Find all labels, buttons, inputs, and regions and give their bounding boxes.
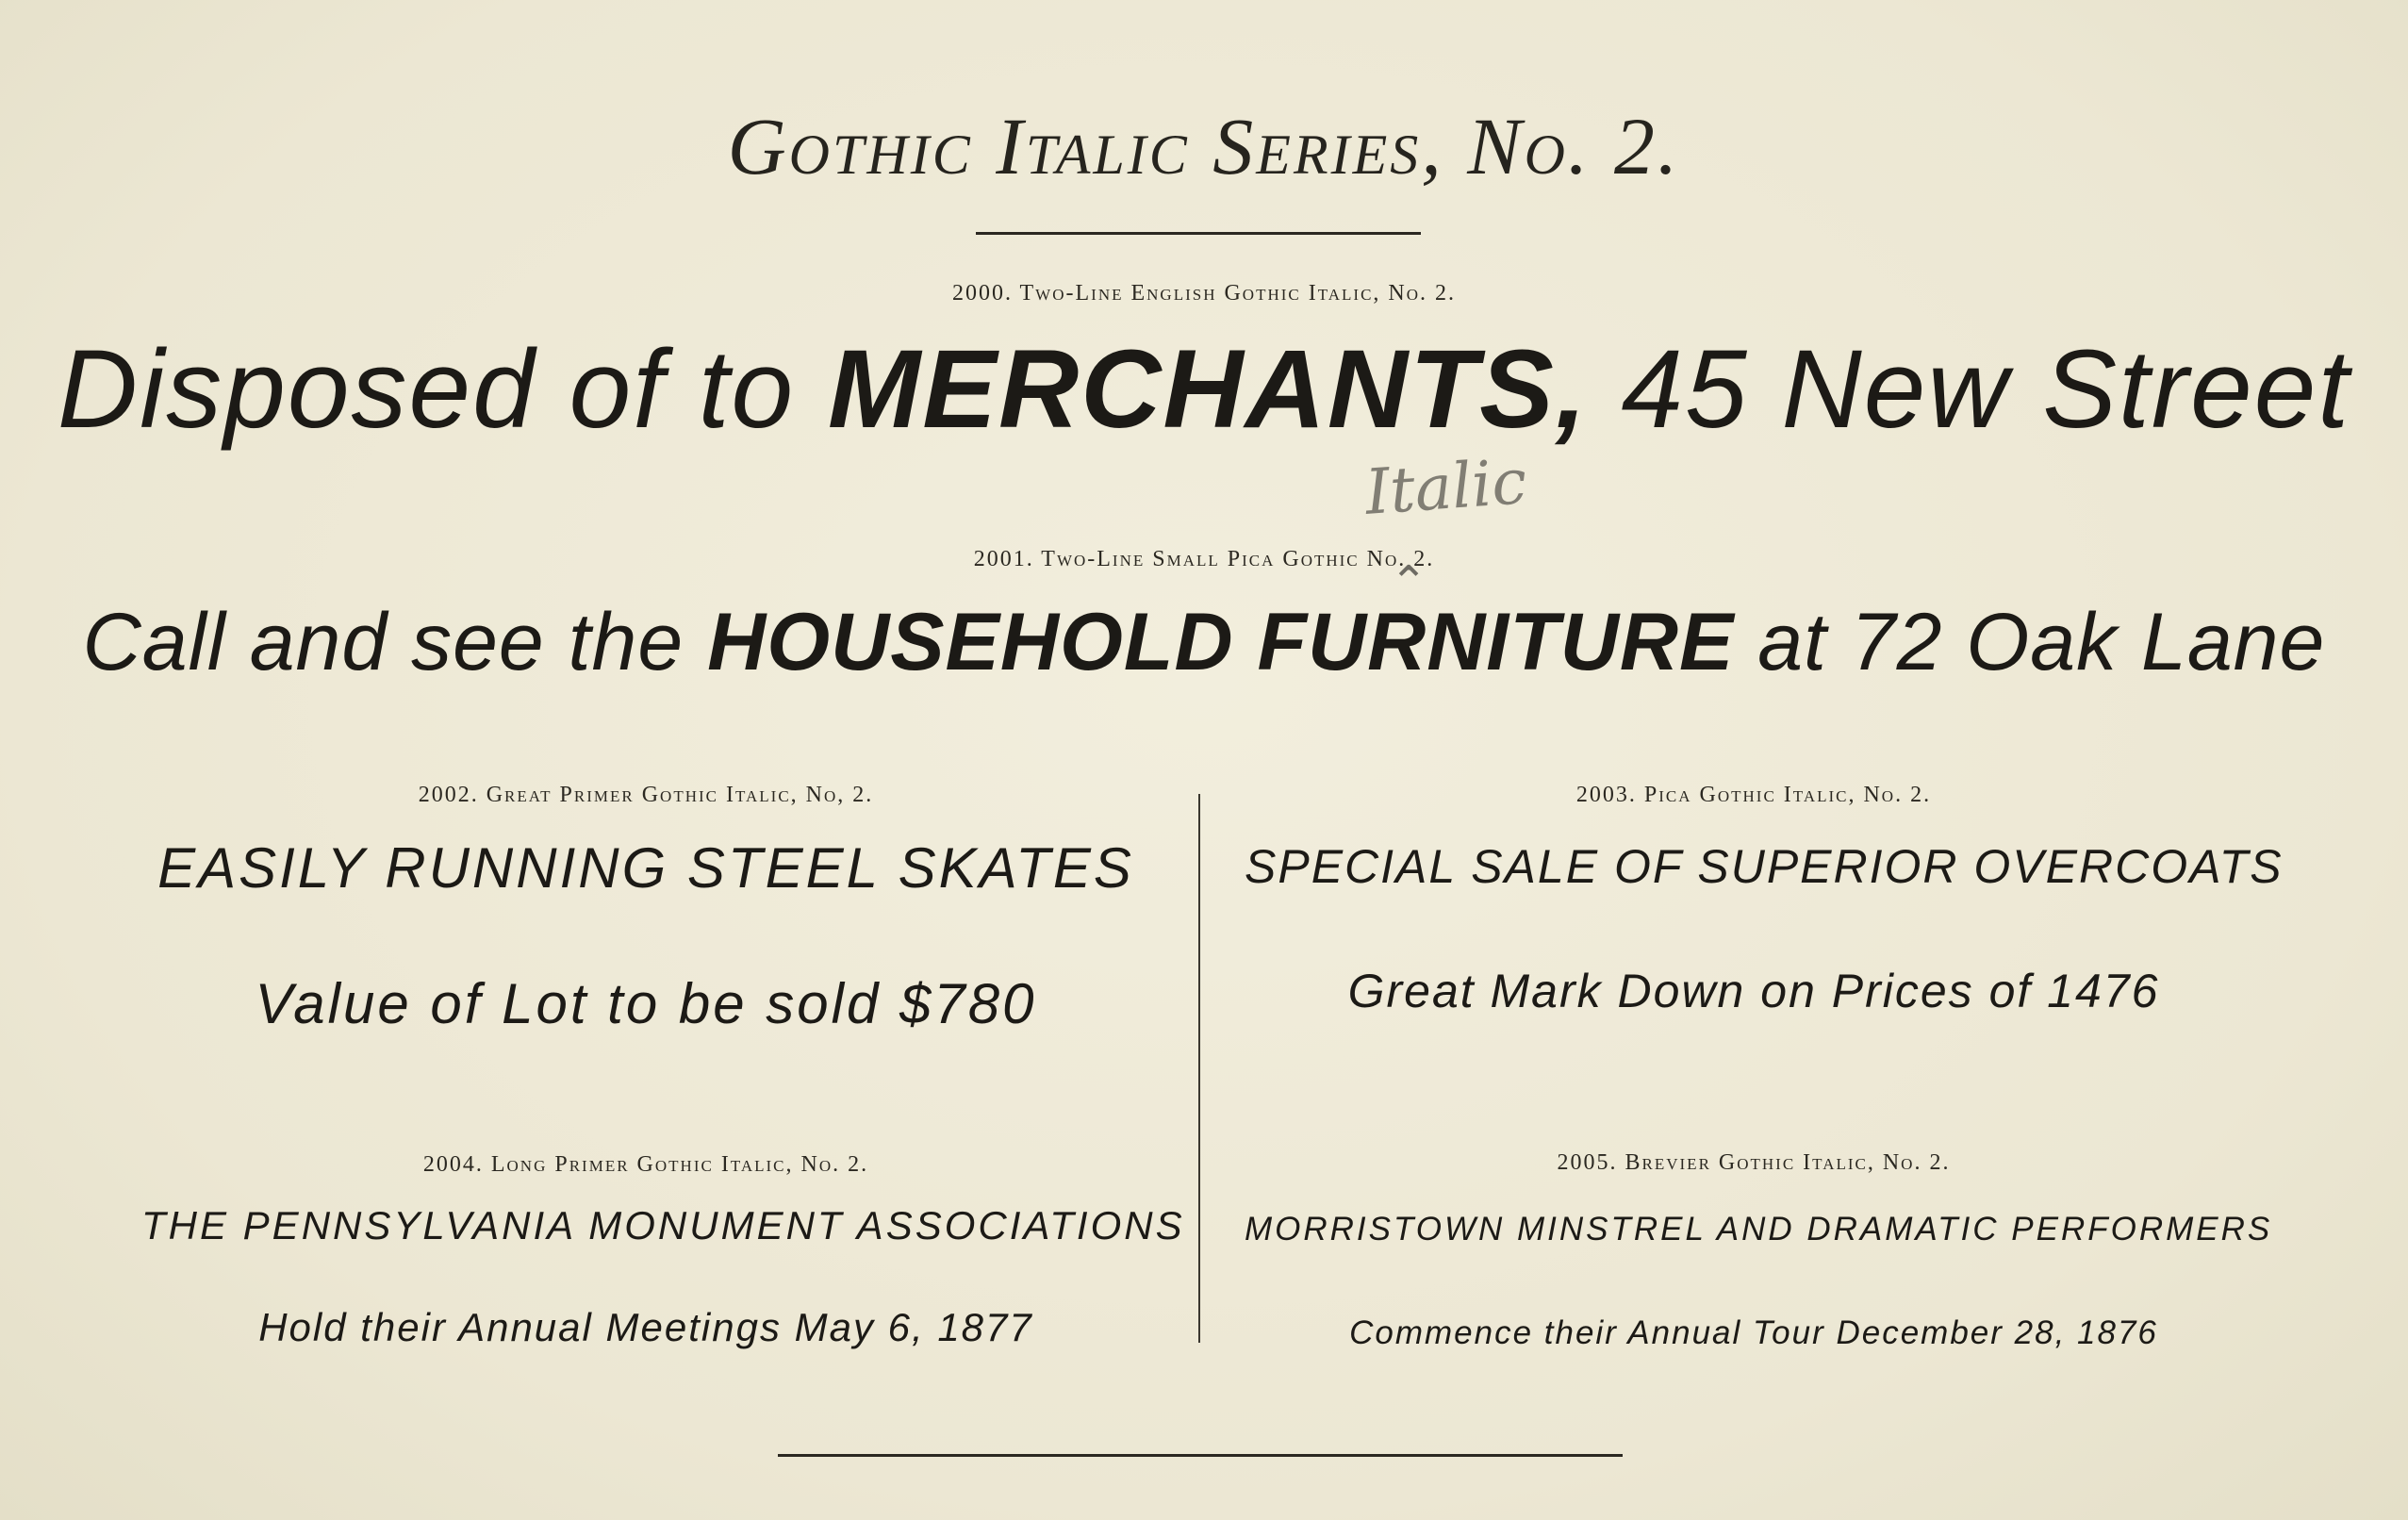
column-divider — [1198, 794, 1200, 1343]
specimen-2005-caption: 2005. Brevier Gothic Italic, No. 2. — [1557, 1150, 1951, 1175]
title-rule — [976, 232, 1421, 235]
specimen-2004-caption: 2004. Long Primer Gothic Italic, No. 2. — [422, 1152, 869, 1177]
specimen-2000-text-a: Disposed of to — [57, 327, 796, 452]
specimen-2000-sample — [0, 325, 2408, 454]
handwritten-annotation: Italic — [1362, 445, 1529, 529]
specimen-2001-caption: 2001. Two-Line Small Pica Gothic No. 2. — [973, 547, 1435, 571]
specimen-2004-line2: Hold their Annual Meetings May 6, 1877 — [258, 1305, 1033, 1349]
bottom-rule — [778, 1454, 1623, 1457]
specimen-2000-text-c: 45 New Street — [1621, 327, 2351, 452]
specimen-2001-text-a: Call and see the — [82, 597, 684, 687]
specimen-2004-line1: THE PENNSYLVANIA MONUMENT ASSOCIATIONS — [141, 1203, 1185, 1247]
specimen-2005-line2: Commence their Annual Tour December 28, 1876 — [1349, 1314, 2158, 1351]
specimen-2002-line1: EASILY RUNNING STEEL SKATES — [157, 836, 1134, 900]
specimen-2003-caption: 2003. Pica Gothic Italic, No. 2. — [1575, 783, 1932, 807]
specimen-2001-sample — [0, 596, 2408, 689]
specimen-2002-caption: 2002. Great Primer Gothic Italic, No, 2. — [418, 783, 874, 807]
page-title: Gothic Italic Series, No. 2. — [727, 101, 1681, 191]
specimen-2003-line2: Great Mark Down on Prices of 1476 — [1347, 965, 2160, 1017]
specimen-2001-text-b: HOUSEHOLD FURNITURE — [707, 597, 1735, 687]
specimen-2000-caption: 2000. Two-Line English Gothic Italic, No. 2. — [951, 281, 1457, 306]
specimen-2005-line1: MORRISTOWN MINSTREL AND DRAMATIC PERFORMERS — [1245, 1211, 2273, 1247]
specimen-2003-line1: SPECIAL SALE OF SUPERIOR OVERCOATS — [1245, 840, 2284, 893]
specimen-2001-text-c: at 72 Oak Lane — [1757, 597, 2326, 687]
specimen-2000-text-b: MERCHANTS, — [827, 327, 1589, 452]
insertion-caret-mark: ⌃ — [1390, 556, 1428, 609]
specimen-2002-line2: Value of Lot to be sold $780 — [255, 972, 1037, 1035]
